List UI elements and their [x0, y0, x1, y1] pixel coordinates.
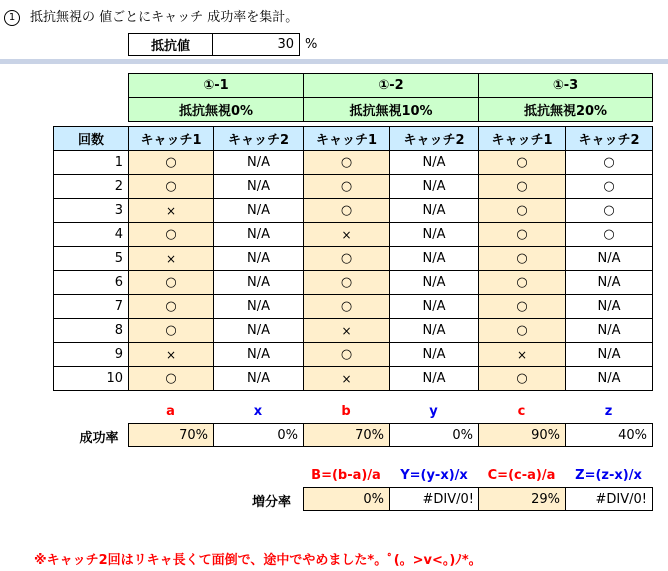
result-cell[interactable]	[389, 294, 479, 319]
result-cell[interactable]	[303, 198, 390, 223]
result-cell[interactable]	[303, 294, 390, 319]
result-cell[interactable]	[128, 270, 214, 295]
na-text: N/A	[422, 227, 446, 242]
result-cell[interactable]	[128, 294, 214, 319]
success-mark: ○	[340, 155, 353, 170]
success-mark: ○	[603, 203, 615, 218]
result-cell[interactable]	[565, 222, 653, 247]
success-rate-cell[interactable]: 90%	[478, 423, 566, 447]
result-cell[interactable]	[128, 366, 214, 391]
success-mark: ○	[165, 179, 177, 194]
na-text: N/A	[247, 227, 270, 242]
row-number: 6	[53, 270, 129, 295]
var-label-a: a	[166, 403, 175, 419]
result-cell[interactable]	[389, 270, 479, 295]
row-number: 10	[53, 366, 129, 391]
result-cell[interactable]	[303, 318, 390, 343]
result-cell[interactable]	[565, 294, 653, 319]
result-cell[interactable]	[478, 150, 566, 175]
result-cell[interactable]	[213, 150, 304, 175]
row-number: 3	[53, 198, 129, 223]
result-cell[interactable]	[213, 366, 304, 391]
group-name-3: 抵抗無視20%	[478, 97, 653, 122]
na-text: N/A	[422, 251, 446, 266]
success-mark: ○	[603, 179, 615, 194]
result-cell[interactable]	[389, 366, 479, 391]
success-rate-cell[interactable]: 40%	[565, 423, 653, 447]
success-mark: ○	[516, 251, 528, 266]
group-name-2: 抵抗無視10%	[303, 97, 479, 122]
group-id-3: ①-3	[478, 73, 653, 98]
formula-label: B=(b-a)/a	[311, 467, 381, 483]
fail-mark: ×	[165, 251, 177, 266]
result-cell[interactable]	[565, 318, 653, 343]
result-cell[interactable]	[389, 174, 479, 199]
heading-text: 抵抗無視の 値ごとにキャッチ 成功率を集計。	[30, 10, 299, 25]
success-rate-cell[interactable]: 70%	[303, 423, 390, 447]
result-cell[interactable]	[213, 174, 304, 199]
row-number: 2	[53, 174, 129, 199]
na-text: N/A	[597, 347, 621, 362]
result-cell[interactable]	[128, 246, 214, 271]
increase-rate-cell[interactable]: 29%	[478, 487, 566, 511]
na-text: N/A	[422, 203, 446, 218]
result-cell[interactable]	[478, 342, 566, 367]
row-number: 4	[53, 222, 129, 247]
success-rate-cell[interactable]: 0%	[389, 423, 479, 447]
success-mark: ○	[603, 227, 615, 242]
success-mark: ○	[165, 323, 177, 338]
result-cell[interactable]	[213, 198, 304, 223]
result-cell[interactable]	[213, 318, 304, 343]
result-cell[interactable]	[565, 270, 653, 295]
result-cell[interactable]	[478, 246, 566, 271]
result-cell[interactable]	[128, 318, 214, 343]
na-text: N/A	[247, 251, 270, 266]
formula-label: C=(c-a)/a	[487, 467, 556, 483]
result-cell[interactable]	[303, 150, 390, 175]
success-mark: ○	[516, 371, 528, 386]
result-cell[interactable]	[213, 222, 304, 247]
na-text: N/A	[422, 275, 446, 290]
result-cell[interactable]	[478, 318, 566, 343]
result-cell[interactable]	[478, 366, 566, 391]
heading-number: 1	[4, 10, 20, 26]
fail-mark: ×	[341, 227, 352, 242]
result-cell[interactable]	[303, 366, 390, 391]
na-text: N/A	[597, 275, 621, 290]
fail-mark: ×	[341, 323, 352, 338]
success-mark: ○	[165, 275, 177, 290]
resistance-unit: %	[305, 37, 318, 52]
success-mark: ○	[165, 371, 177, 386]
result-cell[interactable]	[389, 246, 479, 271]
fail-mark: ×	[341, 371, 352, 386]
var-label-c: c	[517, 403, 526, 419]
result-cell[interactable]	[213, 270, 304, 295]
success-mark: ○	[516, 179, 528, 194]
result-cell[interactable]	[478, 294, 566, 319]
result-cell[interactable]	[303, 222, 390, 247]
success-mark: ○	[340, 203, 353, 218]
result-cell[interactable]	[303, 246, 390, 271]
success-mark: ○	[340, 179, 353, 194]
na-text: N/A	[422, 179, 446, 194]
result-cell[interactable]	[389, 342, 479, 367]
footnote: ※キャッチ2回はリキャ長くて面倒で、途中でやめました*。ﾟ(。>v<。)ﾉ*。	[34, 553, 482, 568]
na-text: N/A	[247, 275, 270, 290]
na-text: N/A	[422, 155, 446, 170]
row-number: 5	[53, 246, 129, 271]
formula-label: Z=(z-x)/x	[575, 467, 642, 483]
catch2-header: キャッチ2	[565, 126, 653, 151]
na-text: N/A	[422, 299, 446, 314]
group-id-1: ①-1	[128, 73, 304, 98]
increase-rate-cell[interactable]: #DIV/0!	[389, 487, 480, 511]
na-text: N/A	[597, 299, 621, 314]
group-name-1: 抵抗無視0%	[128, 97, 304, 122]
fail-mark: ×	[165, 347, 177, 362]
result-cell[interactable]	[128, 198, 214, 223]
success-mark: ○	[516, 227, 528, 242]
na-text: N/A	[247, 323, 270, 338]
count-header: 回数	[53, 126, 129, 151]
catch1-header: キャッチ1	[128, 126, 214, 151]
catch2-header: キャッチ2	[389, 126, 479, 151]
result-cell[interactable]	[213, 246, 304, 271]
section-separator	[0, 59, 668, 64]
success-rate-label: 成功率	[79, 430, 119, 446]
result-cell[interactable]	[565, 246, 653, 271]
success-mark: ○	[516, 203, 528, 218]
success-mark: ○	[340, 251, 353, 266]
fail-mark: ×	[516, 347, 528, 362]
na-text: N/A	[247, 347, 270, 362]
na-text: N/A	[247, 179, 270, 194]
success-rate-cell[interactable]: 70%	[128, 423, 214, 447]
result-cell[interactable]	[303, 174, 390, 199]
na-text: N/A	[597, 251, 621, 266]
na-text: N/A	[247, 155, 270, 170]
na-text: N/A	[422, 323, 446, 338]
result-cell[interactable]	[565, 366, 653, 391]
catch1-header: キャッチ1	[303, 126, 390, 151]
increase-rate-label: 増分率	[251, 494, 291, 510]
result-cell[interactable]	[128, 150, 214, 175]
na-text: N/A	[597, 371, 621, 386]
result-cell[interactable]	[303, 270, 390, 295]
na-text: N/A	[247, 203, 270, 218]
success-mark: ○	[165, 299, 177, 314]
result-cell[interactable]	[128, 342, 214, 367]
row-number: 9	[53, 342, 129, 367]
row-number: 8	[53, 318, 129, 343]
row-number: 1	[53, 150, 129, 175]
success-mark: ○	[516, 275, 528, 290]
na-text: N/A	[597, 323, 621, 338]
increase-rate-cell[interactable]: 0%	[303, 487, 390, 511]
increase-rate-cell[interactable]: #DIV/0!	[565, 487, 653, 511]
na-text: N/A	[422, 347, 446, 362]
success-mark: ○	[516, 299, 528, 314]
result-cell[interactable]	[478, 198, 566, 223]
success-mark: ○	[340, 347, 353, 362]
sheet-heading	[4, 6, 298, 26]
success-mark: ○	[165, 155, 177, 170]
result-cell[interactable]	[389, 318, 479, 343]
success-mark: ○	[516, 323, 528, 338]
var-label-y: y	[429, 403, 438, 419]
var-label-z: z	[604, 403, 613, 419]
result-cell[interactable]	[565, 174, 653, 199]
result-cell[interactable]	[565, 198, 653, 223]
result-cell[interactable]	[478, 174, 566, 199]
result-cell[interactable]	[565, 150, 653, 175]
catch2-header: キャッチ2	[213, 126, 304, 151]
catch1-header: キャッチ1	[478, 126, 566, 151]
success-mark: ○	[340, 275, 353, 290]
na-text: N/A	[247, 371, 270, 386]
result-cell[interactable]	[389, 198, 479, 223]
result-cell[interactable]	[565, 342, 653, 367]
result-cell[interactable]	[213, 342, 304, 367]
fail-mark: ×	[165, 203, 177, 218]
success-mark: ○	[165, 227, 177, 242]
success-mark: ○	[516, 155, 528, 170]
success-rate-cell[interactable]: 0%	[213, 423, 304, 447]
resistance-label: 抵抗値	[128, 33, 213, 56]
success-mark: ○	[340, 299, 353, 314]
group-id-2: ①-2	[303, 73, 479, 98]
formula-label: Y=(y-x)/x	[400, 467, 468, 483]
na-text: N/A	[247, 299, 270, 314]
result-cell[interactable]	[128, 222, 214, 247]
result-cell[interactable]	[478, 222, 566, 247]
result-cell[interactable]	[389, 150, 479, 175]
var-label-x: x	[253, 403, 263, 419]
result-cell[interactable]	[478, 270, 566, 295]
result-cell[interactable]	[213, 294, 304, 319]
result-cell[interactable]	[389, 222, 479, 247]
na-text: N/A	[422, 371, 446, 386]
result-cell[interactable]	[303, 342, 390, 367]
success-mark: ○	[603, 155, 615, 170]
resistance-value[interactable]: 30	[212, 33, 300, 56]
var-label-b: b	[341, 403, 351, 419]
result-cell[interactable]	[128, 174, 214, 199]
row-number: 7	[53, 294, 129, 319]
